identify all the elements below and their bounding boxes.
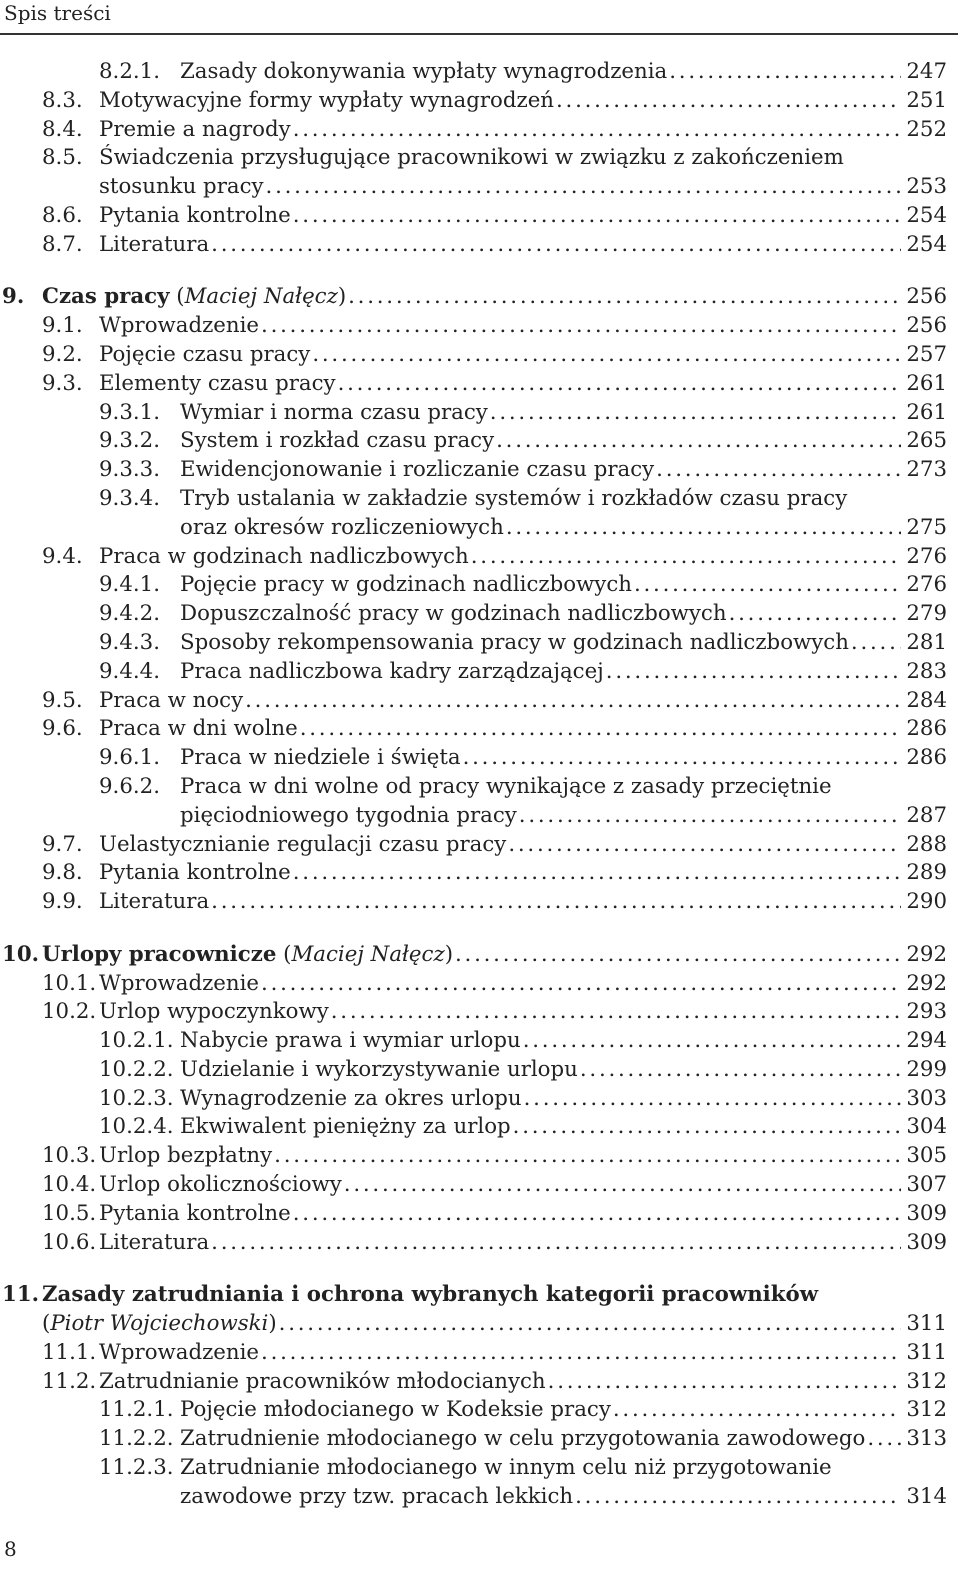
toc-entry-page: 299: [906, 1056, 947, 1082]
toc-leader-dots: [606, 658, 901, 687]
toc-leader-dots: [548, 1368, 901, 1397]
toc-leader-dots: [455, 941, 901, 970]
toc-entry-title: Zatrudnienie młodocianego w celu przygotowania zawodowego: [180, 1426, 866, 1452]
toc-entry-number: 8.3.: [42, 87, 83, 113]
toc-leader-dots: [580, 1056, 901, 1085]
toc-entry-number: 10.2.2.: [99, 1056, 174, 1082]
toc-leader-dots: [293, 116, 901, 145]
toc-entry-number: 11.2.3.: [99, 1455, 174, 1481]
toc-entry-page: 309: [906, 1200, 947, 1226]
toc-entry-page: 284: [906, 687, 947, 713]
toc-entry-title: Urlop wypoczynkowy: [99, 999, 329, 1025]
toc-entry-page: 309: [906, 1229, 947, 1255]
toc-entry-page: 292: [906, 970, 947, 996]
toc-entry-page: 276: [906, 572, 947, 598]
toc-leader-dots: [519, 802, 901, 831]
toc-entry-page: 311: [906, 1311, 947, 1337]
toc-entry-title: Praca w nocy: [99, 687, 244, 713]
toc-entry-number: 10.: [2, 941, 40, 967]
toc-entry: [0, 744, 960, 773]
toc-entry-title: Literatura: [99, 1229, 210, 1255]
toc-leader-dots: [245, 687, 901, 716]
toc-entry: [0, 1085, 960, 1114]
toc-entry-number: 9.4.1.: [99, 572, 160, 598]
toc-leader-dots: [293, 859, 901, 888]
toc-entry: [0, 58, 960, 87]
toc-entry: [0, 1425, 960, 1454]
toc-entry-number: 9.9.: [42, 889, 83, 915]
toc-entry: [0, 1229, 960, 1258]
toc-leader-dots: [851, 629, 901, 658]
toc-entry-title: Praca w niedziele i święta: [180, 745, 461, 771]
toc-entry-page: 294: [906, 1028, 947, 1054]
toc-entry-title: Dopuszczalność pracy w godzinach nadliczbowych: [180, 601, 727, 627]
toc-entry-page: 265: [906, 428, 947, 454]
toc-entry: [0, 571, 960, 600]
toc-entry: [0, 1056, 960, 1085]
toc-entry-page: 276: [906, 543, 947, 569]
toc-entry-page: 254: [906, 231, 947, 257]
toc-entry: [0, 658, 960, 687]
toc-entry-author: (Maciej Nałęcz): [176, 284, 347, 310]
toc-entry: [0, 831, 960, 860]
toc-entry-title: Czas pracy: [42, 284, 170, 310]
toc-entry: [0, 399, 960, 428]
toc-entry-title: Literatura: [99, 889, 210, 915]
toc-entry-page: 273: [906, 457, 947, 483]
toc-entry-number: 8.5.: [42, 145, 83, 171]
toc-entry-number: 8.4.: [42, 116, 83, 142]
toc-entry: [0, 970, 960, 999]
toc-entry-number: 9.5.: [42, 687, 83, 713]
toc-entry-number: 8.2.1.: [99, 59, 160, 84]
toc-leader-dots: [338, 370, 901, 399]
toc-entry-number: 10.2.4.: [99, 1114, 174, 1140]
toc-entry-title: Praca w dni wolne: [99, 716, 298, 742]
toc-entry-number: 9.3.3.: [99, 457, 160, 483]
toc-entry-page: 252: [906, 116, 947, 142]
toc-entry-title: System i rozkład czasu pracy: [180, 428, 495, 454]
toc-leader-dots: [261, 1339, 901, 1368]
toc-entry: [0, 1368, 960, 1397]
toc-entry-title: Uelastycznianie regulacji czasu pracy: [99, 831, 507, 857]
toc-entry-title: Urlopy pracownicze: [42, 941, 277, 967]
toc-leader-dots: [261, 970, 901, 999]
toc-entry: [0, 1339, 960, 1368]
toc-entry-title: Pojęcie czasu pracy: [99, 341, 311, 367]
toc-entry-title: Wynagrodzenie za okres urlopu: [180, 1085, 522, 1111]
toc-leader-dots: [613, 1396, 901, 1425]
toc-entry: [0, 427, 960, 456]
toc-leader-dots: [508, 831, 901, 860]
toc-entry-title: Nabycie prawa i wymiar urlopu: [180, 1028, 521, 1054]
toc-entry-number: 10.2.: [42, 999, 97, 1025]
toc-entry: [0, 1281, 960, 1339]
toc-entry: [0, 370, 960, 399]
toc-entry-title: Zatrudnianie młodocianego w innym celu niż przygotowanie: [180, 1455, 832, 1481]
toc-entry-number: 9.6.2.: [99, 773, 160, 799]
toc-leader-dots: [344, 1171, 901, 1200]
toc-entry: [0, 629, 960, 658]
toc-leader-dots: [312, 341, 901, 370]
toc-entry-number: 9.4.2.: [99, 601, 160, 627]
toc-entry-number: 9.4.4.: [99, 658, 160, 684]
toc-entry: [0, 341, 960, 370]
toc-entry: [0, 543, 960, 572]
toc-entry: [0, 202, 960, 231]
toc-entry-page: 311: [906, 1339, 947, 1365]
toc-leader-dots: [211, 1229, 901, 1258]
toc-entry-author-name: Piotr Wojciechowski: [50, 1311, 269, 1337]
toc-entry-number: 9.3.: [42, 370, 83, 396]
toc-entry-title: Praca nadliczbowa kadry zarządzającej: [180, 658, 604, 684]
toc-entry-title: Ekwiwalent pieniężny za urlop: [180, 1114, 511, 1140]
toc-leader-dots: [867, 1425, 901, 1454]
toc-entry-number: 9.6.: [42, 716, 83, 742]
toc-leader-dots: [556, 87, 901, 116]
toc-leader-dots: [729, 600, 901, 629]
toc-entry-page: 289: [906, 860, 947, 886]
toc-entry: [0, 456, 960, 485]
toc-entry: [0, 773, 960, 831]
toc-entry-author-name: Maciej Nałęcz: [291, 941, 445, 967]
toc-leader-dots: [293, 1200, 901, 1229]
toc-entry-number: 11.2.2.: [99, 1426, 174, 1452]
toc-entry: [0, 859, 960, 888]
toc-entry-number: 11.2.1.: [99, 1397, 174, 1423]
toc-entry-page: 290: [906, 889, 947, 915]
toc-entry-page: 314: [906, 1483, 947, 1509]
toc-leader-dots: [348, 283, 901, 312]
toc-entry-title: Pytania kontrolne: [99, 202, 291, 228]
toc-entry-title: Wprowadzenie: [99, 1339, 260, 1365]
toc-entry-title: Sposoby rekompensowania pracy w godzinach nadliczbowych: [180, 629, 849, 655]
toc-entry-title: Urlop bezpłatny: [99, 1143, 273, 1169]
toc-entry-page: 281: [906, 629, 947, 655]
toc-entry-title: Praca w dni wolne od pracy wynikające z zasady przeciętnie: [180, 773, 832, 799]
toc-leader-dots: [506, 514, 901, 543]
toc-entry-page: 261: [906, 399, 947, 425]
toc-entry-number: 9.6.1.: [99, 745, 160, 771]
toc-entry-number: 9.4.3.: [99, 629, 160, 655]
toc-entry: [0, 1200, 960, 1229]
toc-entry-page: 292: [906, 941, 947, 967]
toc-entry: [0, 1142, 960, 1171]
toc-leader-dots: [656, 456, 901, 485]
toc-leader-dots: [211, 231, 901, 260]
toc-entry-title: Udzielanie i wykorzystywanie urlopu: [180, 1056, 578, 1082]
toc-leader-dots: [513, 1113, 901, 1142]
toc-entry-title: Pojęcie pracy w godzinach nadliczbowych: [180, 572, 632, 598]
toc-entry-number: 9.1.: [42, 313, 83, 339]
toc-entry-title: Pojęcie młodocianego w Kodeksie pracy: [180, 1397, 611, 1423]
toc-entry: [0, 283, 960, 312]
toc-entry: [0, 941, 960, 970]
toc-leader-dots: [575, 1483, 901, 1512]
toc-entry-author: (Piotr Wojciechowski): [42, 1311, 277, 1337]
toc-entry-number: 9.: [2, 284, 25, 310]
toc-leader-dots: [496, 427, 901, 456]
toc-entry-number: 8.6.: [42, 202, 83, 228]
toc-leader-dots: [279, 1310, 901, 1339]
toc-entry-title: zawodowe przy tzw. pracach lekkich: [180, 1483, 574, 1509]
toc-entry-page: 313: [906, 1426, 947, 1452]
toc-entry-page: 303: [906, 1085, 947, 1111]
toc-entry-title: Premie a nagrody: [99, 116, 291, 142]
toc-leader-dots: [331, 998, 901, 1027]
toc-entry: [0, 1454, 960, 1512]
toc-entry-number: 10.5.: [42, 1200, 97, 1226]
page-number: 8: [4, 1537, 17, 1561]
toc-entry-title: Pytania kontrolne: [99, 1200, 291, 1226]
toc-entry-number: 10.4.: [42, 1172, 97, 1198]
toc-leader-dots: [261, 312, 901, 341]
toc-entry: [0, 998, 960, 1027]
toc-leader-dots: [669, 58, 901, 87]
header-rule: [0, 33, 958, 35]
toc-entry: [0, 687, 960, 716]
toc-entry-number: 11.: [2, 1282, 40, 1308]
toc-entry-number: 10.2.1.: [99, 1028, 174, 1054]
toc-entry-title: Świadczenia przysługujące pracownikowi w związku z zakończeniem: [99, 145, 844, 171]
toc-entry: [0, 144, 960, 202]
toc-entry-page: 312: [906, 1368, 947, 1394]
toc-leader-dots: [293, 202, 901, 231]
toc-entry-page: 283: [906, 658, 947, 684]
toc-leader-dots: [523, 1027, 901, 1056]
toc-entry-number: 10.2.3.: [99, 1085, 174, 1111]
toc-entry-title: Urlop okolicznościowy: [99, 1172, 342, 1198]
toc-entry-page: 286: [906, 745, 947, 771]
toc-entry-number: 10.3.: [42, 1143, 97, 1169]
toc-leader-dots: [300, 715, 901, 744]
toc-entry: [0, 715, 960, 744]
toc-entry-page: 287: [906, 802, 947, 828]
toc-entry: [0, 1113, 960, 1142]
toc-entry-number: 10.6.: [42, 1229, 97, 1255]
toc-entry: [0, 116, 960, 145]
toc-entry-page: 307: [906, 1172, 947, 1198]
toc-leader-dots: [490, 399, 901, 428]
toc-entry-title: oraz okresów rozliczeniowych: [180, 514, 504, 540]
toc-entry-page: 257: [906, 341, 947, 367]
table-of-contents: [0, 58, 960, 1512]
toc-entry: [0, 1171, 960, 1200]
toc-entry: [0, 1027, 960, 1056]
toc-leader-dots: [524, 1085, 901, 1114]
toc-leader-dots: [211, 888, 901, 917]
toc-entry-page: 251: [906, 87, 947, 113]
toc-entry-page: 279: [906, 601, 947, 627]
toc-entry-number: 9.4.: [42, 543, 83, 569]
toc-entry-author-name: Maciej Nałęcz: [184, 284, 338, 310]
toc-entry-page: 275: [906, 514, 947, 540]
toc-entry-page: 247: [906, 59, 947, 84]
toc-entry-page: 293: [906, 999, 947, 1025]
toc-entry-page: 256: [906, 284, 947, 310]
toc-entry-number: 9.3.1.: [99, 399, 160, 425]
toc-entry-title: Literatura: [99, 231, 210, 257]
toc-leader-dots: [463, 744, 901, 773]
toc-entry-title: Wymiar i norma czasu pracy: [180, 399, 488, 425]
toc-leader-dots: [266, 173, 901, 202]
toc-entry: [0, 231, 960, 260]
toc-entry: [0, 312, 960, 341]
toc-entry: [0, 87, 960, 116]
toc-entry-page: 312: [906, 1397, 947, 1423]
toc-entry-number: 10.1.: [42, 970, 97, 996]
toc-entry-title: Tryb ustalania w zakładzie systemów i rozkładów czasu pracy: [180, 485, 848, 511]
toc-entry-number: 9.7.: [42, 831, 83, 857]
toc-entry-number: 9.8.: [42, 860, 83, 886]
toc-entry-number: 11.1.: [42, 1339, 97, 1365]
toc-entry-page: 254: [906, 202, 947, 228]
toc-entry-title: Wprowadzenie: [99, 313, 260, 339]
toc-entry-number: 9.2.: [42, 341, 83, 367]
toc-entry-title: pięciodniowego tygodnia pracy: [180, 802, 517, 828]
toc-entry-title: Elementy czasu pracy: [99, 370, 336, 396]
toc-leader-dots: [274, 1142, 901, 1171]
toc-entry-page: 261: [906, 370, 947, 396]
toc-entry-page: 288: [906, 831, 947, 857]
toc-entry-author: (Maciej Nałęcz): [283, 941, 453, 967]
toc-entry: [0, 485, 960, 543]
toc-entry-page: 305: [906, 1143, 947, 1169]
toc-entry-title: Ewidencjonowanie i rozliczanie czasu pracy: [180, 457, 655, 483]
toc-entry: [0, 888, 960, 917]
toc-entry-page: 304: [906, 1114, 947, 1140]
running-head: Spis treści: [4, 1, 111, 25]
toc-entry-title: Zasady zatrudniania i ochrona wybranych kategorii pracowników: [42, 1282, 819, 1308]
toc-entry-number: 9.3.2.: [99, 428, 160, 454]
toc-entry-page: 253: [906, 174, 947, 200]
toc-entry-number: 9.3.4.: [99, 485, 160, 511]
toc-entry-title: Pytania kontrolne: [99, 860, 291, 886]
toc-entry-page: 286: [906, 716, 947, 742]
toc-leader-dots: [634, 571, 901, 600]
toc-leader-dots: [471, 543, 901, 572]
toc-entry-title: stosunku pracy: [99, 174, 264, 200]
toc-entry-title: Zatrudnianie pracowników młodocianych: [99, 1368, 546, 1394]
toc-entry-page: 256: [906, 313, 947, 339]
toc-entry: [0, 600, 960, 629]
toc-entry-title: Wprowadzenie: [99, 970, 260, 996]
toc-entry-title: Motywacyjne formy wypłaty wynagrodzeń: [99, 87, 555, 113]
toc-entry: [0, 1396, 960, 1425]
toc-entry-title: Praca w godzinach nadliczbowych: [99, 543, 469, 569]
toc-entry-number: 8.7.: [42, 231, 83, 257]
toc-entry-number: 11.2.: [42, 1368, 97, 1394]
toc-entry-title: Zasady dokonywania wypłaty wynagrodzenia: [180, 59, 668, 84]
